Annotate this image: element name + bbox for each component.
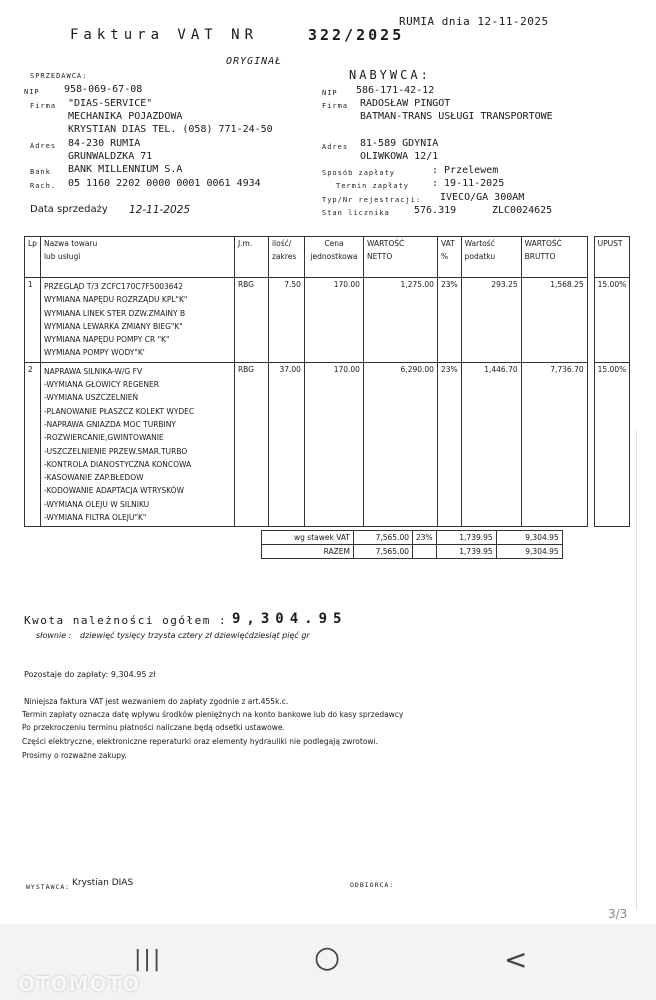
buyer-street: OLIWKOWA 12/1 bbox=[360, 151, 439, 162]
column-gap bbox=[587, 278, 594, 363]
home-button[interactable] bbox=[314, 940, 340, 975]
row-2-unit: RBG bbox=[234, 362, 268, 527]
header-tax: Wartość podatku bbox=[461, 237, 521, 278]
row-2-line: -WYMIANA GŁOWICY REGENER bbox=[43, 380, 159, 390]
remaining-amount: Pozostaje do zapłaty: 9,304.95 zł bbox=[24, 670, 156, 679]
row-2-line: -ROZWIERCANIE,GWINTOWANIE bbox=[43, 433, 164, 443]
place-date: RUMIA dnia 12-11-2025 bbox=[399, 15, 549, 28]
table-row bbox=[25, 278, 630, 363]
header-unit: J.m. bbox=[234, 237, 268, 278]
total-amount: 9,304.95 bbox=[232, 611, 348, 627]
seller-firma-label: Firma bbox=[30, 102, 57, 110]
row-1-line: WYMIANA NAPĘDU POMPY CR "K" bbox=[43, 335, 170, 345]
summary-vat: 23% bbox=[413, 531, 437, 545]
row-1-unit-price: 170.00 bbox=[304, 278, 363, 363]
header-gross: WARTOŚĆ BRUTTO bbox=[521, 237, 587, 278]
row-1-lp: 1 bbox=[25, 278, 41, 363]
buyer-city: 81-589 GDYNIA bbox=[360, 138, 439, 149]
summary-row-vat bbox=[262, 531, 563, 545]
row-2-line: -WYMIANA USZCZELNIEŃ bbox=[43, 393, 139, 403]
page-edge bbox=[636, 430, 637, 910]
buyer-label: NABYWCA: bbox=[349, 68, 431, 82]
seller-nip: 958-069-67-08 bbox=[64, 84, 143, 95]
row-2-line: -KASOWANIE ZAP.BŁEDOW bbox=[43, 473, 144, 483]
registration-label: Typ/Nr rejestracji: bbox=[322, 196, 422, 204]
row-2-line: -WYMIANA OLEJU W SILNIKU bbox=[43, 499, 150, 509]
buyer-name-2: BATMAN-TRANS USŁUGI TRANSPORTOWE bbox=[360, 111, 553, 122]
header-unit-price: Cena jednostkowa bbox=[304, 237, 363, 278]
buyer-nip: 586-171-42-12 bbox=[356, 85, 435, 96]
column-gap bbox=[587, 362, 594, 527]
header-vat: VAT % bbox=[437, 237, 461, 278]
note-line: Prosimy o rozważne zakupy. bbox=[22, 751, 127, 760]
row-1-gross: 1,568.25 bbox=[521, 278, 587, 363]
seller-name-1: "DIAS-SERVICE" bbox=[68, 98, 153, 109]
summary-row-total bbox=[262, 545, 563, 559]
payment-method: : Przelewem bbox=[432, 165, 499, 176]
note-line: Niniejsza faktura VAT jest wezwaniem do zapłaty zgodnie z art.455k.c. bbox=[24, 697, 289, 706]
invoice-title: Faktura VAT NR bbox=[70, 27, 259, 43]
row-2-line: -WYMIANA FILTRA OLEJU"K" bbox=[43, 513, 147, 523]
meter-label: Stan licznika bbox=[322, 209, 390, 217]
seller-bank: BANK MILLENNIUM S.A bbox=[68, 164, 183, 175]
row-2-net: 6,290.00 bbox=[363, 362, 437, 527]
table-header-row bbox=[25, 237, 630, 278]
row-1-line: WYMIANA POMPY WODY"K' bbox=[43, 348, 145, 358]
summary-tax: 1,739.95 bbox=[436, 531, 496, 545]
payment-method-label: Sposób zapłaty bbox=[322, 169, 396, 177]
summary-label: RAZEM bbox=[262, 545, 354, 559]
note-line: Po przekroczeniu terminu płatności naliczane będą odsetki ustawowe. bbox=[22, 723, 285, 732]
row-2-gross: 7,736.70 bbox=[521, 362, 587, 527]
column-gap bbox=[587, 237, 594, 278]
buyer-firma-label: Firma bbox=[322, 102, 349, 110]
row-1-vat: 23% bbox=[437, 278, 461, 363]
row-2-tax: 1,446.70 bbox=[461, 362, 521, 527]
summary-gross: 9,304.95 bbox=[496, 545, 562, 559]
row-1-description bbox=[40, 278, 234, 363]
row-2-line: NAPRAWA SILNIKA-W/G FV bbox=[43, 366, 143, 376]
seller-nip-label: NIP bbox=[24, 88, 40, 96]
row-1-discount: 15.00% bbox=[594, 278, 630, 363]
back-icon: < bbox=[504, 943, 528, 976]
recents-button[interactable] bbox=[134, 947, 162, 972]
header-lp: Lp bbox=[25, 237, 41, 278]
home-icon: ○ bbox=[314, 940, 341, 975]
invoice-number: 322/2025 bbox=[308, 26, 405, 44]
header-quantity: ilość/ zakres bbox=[268, 237, 304, 278]
row-2-line: -PLANOWANIE PŁASZCZ KOLEKT WYDEC bbox=[43, 406, 195, 416]
summary-gross: 9,304.95 bbox=[496, 531, 562, 545]
original-label: ORYGINAŁ bbox=[226, 56, 283, 67]
summary-vat bbox=[413, 545, 437, 559]
seller-street: GRUNWALDZKA 71 bbox=[68, 151, 153, 162]
receiver-label: ODBIORCA: bbox=[350, 881, 395, 889]
row-2-line: -KODOWANIE ADAPTACJA WTRYSKÓW bbox=[43, 486, 184, 496]
issuer-label: WYSTAWCA: bbox=[26, 883, 71, 891]
seller-adres-label: Adres bbox=[30, 142, 57, 150]
row-1-line: WYMIANA LEWARKA ZMIANY BIEG"K" bbox=[43, 321, 183, 331]
row-1-line: WYMIANA LINEK STER DZW.ZMAINY B bbox=[43, 308, 186, 318]
sale-date: 12-11-2025 bbox=[129, 204, 191, 216]
summary-tax: 1,739.95 bbox=[436, 545, 496, 559]
items-table bbox=[24, 236, 630, 527]
seller-name-3: KRYSTIAN DIAS TEL. (058) 771-24-50 bbox=[68, 124, 273, 135]
header-name: Nazwa towaru lub usługi bbox=[40, 237, 234, 278]
page-counter: 3/3 bbox=[608, 907, 628, 921]
row-1-line: WYMIANA NAPĘDU ROZRZĄDU KPL"K" bbox=[43, 295, 188, 305]
seller-city: 84-230 RUMIA bbox=[68, 138, 141, 149]
buyer-adres-label: Adres bbox=[322, 143, 349, 151]
back-button[interactable] bbox=[504, 943, 527, 976]
note-line: Termin zapłaty oznacza datę wpływu środków pieniężnych na konto bankowe lub do kasy sprzedawcy bbox=[22, 710, 404, 719]
row-2-description bbox=[40, 362, 234, 527]
row-1-line: PRZEGLĄD T/3 ZCFC170C7F5003642 bbox=[43, 282, 184, 291]
row-2-unit-price: 170.00 bbox=[304, 362, 363, 527]
summary-net: 7,565.00 bbox=[354, 531, 413, 545]
buyer-nip-label: NIP bbox=[322, 89, 338, 97]
summary-net: 7,565.00 bbox=[354, 545, 413, 559]
row-2-lp: 2 bbox=[25, 362, 41, 527]
header-net: WARTOŚĆ NETTO bbox=[363, 237, 437, 278]
registration: IVECO/GA 300AM bbox=[440, 192, 525, 203]
row-1-quantity: 7.50 bbox=[268, 278, 304, 363]
note-line: Części elektryczne, elektroniczne reperaturki oraz elementy hydrauliki nie podlegają zwrotowi. bbox=[22, 737, 379, 746]
meter-value: 576.319 bbox=[414, 205, 457, 216]
amount-in-words: dziewięć tysięcy trzysta cztery zł dziewięćdziesiąt pięć gr bbox=[80, 631, 310, 640]
recents-icon: ||| bbox=[134, 947, 163, 972]
seller-name-2: MECHANIKA POJAZDOWA bbox=[68, 111, 183, 122]
row-1-tax: 293.25 bbox=[461, 278, 521, 363]
header-discount: UPUST bbox=[594, 237, 630, 278]
row-2-vat: 23% bbox=[437, 362, 461, 527]
table-row bbox=[25, 362, 630, 527]
meter-code: ZLC0024625 bbox=[492, 205, 553, 216]
seller-account: 05 1160 2202 0000 0001 0061 4934 bbox=[68, 178, 261, 189]
row-2-line: -NAPRAWA GNIAZDA MOC TURBINY bbox=[43, 419, 176, 429]
issuer-name: Krystian DIAS bbox=[72, 878, 134, 888]
summary-label: wg stawek VAT bbox=[262, 531, 354, 545]
row-2-line: -USZCZELNIENIE PRZEW.SMAR.TURBO bbox=[43, 446, 188, 456]
seller-bank-label: Bank bbox=[30, 168, 51, 176]
payment-term: : 19-11-2025 bbox=[432, 178, 505, 189]
buyer-name-1: RADOSŁAW PINGOT bbox=[360, 98, 451, 109]
row-1-net: 1,275.00 bbox=[363, 278, 437, 363]
seller-account-label: Rach. bbox=[30, 182, 57, 190]
row-2-line: -KONTROLA DIANOSTYCZNA KOŃCOWA bbox=[43, 459, 192, 469]
row-2-quantity: 37.00 bbox=[268, 362, 304, 527]
total-label: Kwota należności ogółem : bbox=[24, 614, 228, 627]
sale-date-label: Data sprzedaży bbox=[30, 204, 108, 215]
words-label: słownie : bbox=[36, 631, 72, 640]
seller-label: SPRZEDAWCA: bbox=[30, 72, 88, 80]
payment-term-label: Termin zapłaty bbox=[336, 182, 410, 190]
summary-table bbox=[261, 530, 563, 559]
row-2-discount: 15.00% bbox=[594, 362, 630, 527]
row-1-unit: RBG bbox=[234, 278, 268, 363]
watermark-logo: OTOMOTO bbox=[18, 972, 141, 996]
